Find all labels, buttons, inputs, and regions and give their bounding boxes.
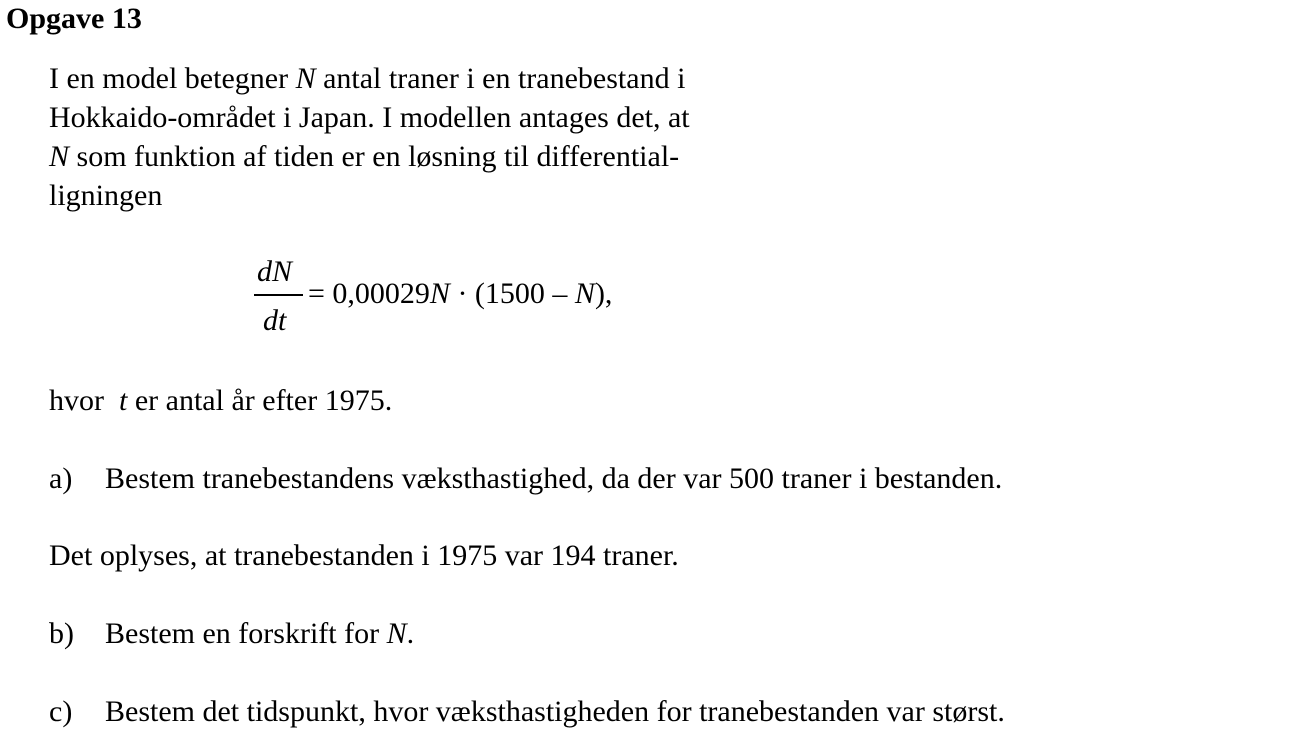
intro-line-1 [49, 59, 690, 98]
variable-n: N [49, 140, 70, 173]
question-b-text [105, 614, 414, 653]
variable-n: N [295, 62, 316, 95]
intro-line-2: Hokkaido-området i Japan. I modellen antages det, at [49, 101, 690, 134]
intro-line-1-start: I en model betegner [49, 62, 296, 95]
intro-line-3 [49, 137, 690, 176]
variable-n: N [574, 277, 595, 310]
question-b-text-start: Bestem en forskrift for [105, 617, 387, 650]
intro-line-1-end: antal traner i en tranebestand i [315, 62, 686, 95]
fraction-denominator: dt [263, 304, 287, 337]
equation-rhs-end: ), [594, 277, 613, 310]
intro-line-4: ligningen [49, 179, 163, 212]
equation-rhs-start: = 0,00029 [308, 277, 430, 310]
question-a-text: Bestem tranebestandens væksthastighed, da der var 500 traner i bestanden. [105, 462, 1003, 495]
fraction-numerator: dN [257, 255, 293, 288]
variable-definition-end: er antal år efter 1975. [127, 384, 393, 417]
equation-right-side [308, 277, 612, 311]
equation-rhs-middle: · (1500 – [449, 277, 575, 310]
page-title: Opgave 13 [6, 2, 142, 35]
variable-t: t [119, 384, 128, 417]
question-c-text: Bestem det tidspunkt, hvor væksthastigheden for tranebestanden var størst. [105, 695, 1005, 728]
variable-n: N [386, 617, 407, 650]
fraction-bar [254, 294, 303, 296]
question-b-text-end: . [406, 617, 415, 650]
question-a-label: a) [49, 462, 73, 495]
question-c-label: c) [49, 695, 73, 728]
intro-line-3-end: som funktion af tiden er en løsning til differential- [69, 140, 680, 173]
variable-definition-start: hvor [49, 384, 119, 417]
question-b-label: b) [49, 617, 74, 650]
info-note: Det oplyses, at tranebestanden i 1975 var 194 traner. [49, 539, 679, 572]
variable-definition [49, 381, 392, 420]
intro-paragraph [49, 59, 690, 215]
variable-n: N [429, 277, 450, 310]
